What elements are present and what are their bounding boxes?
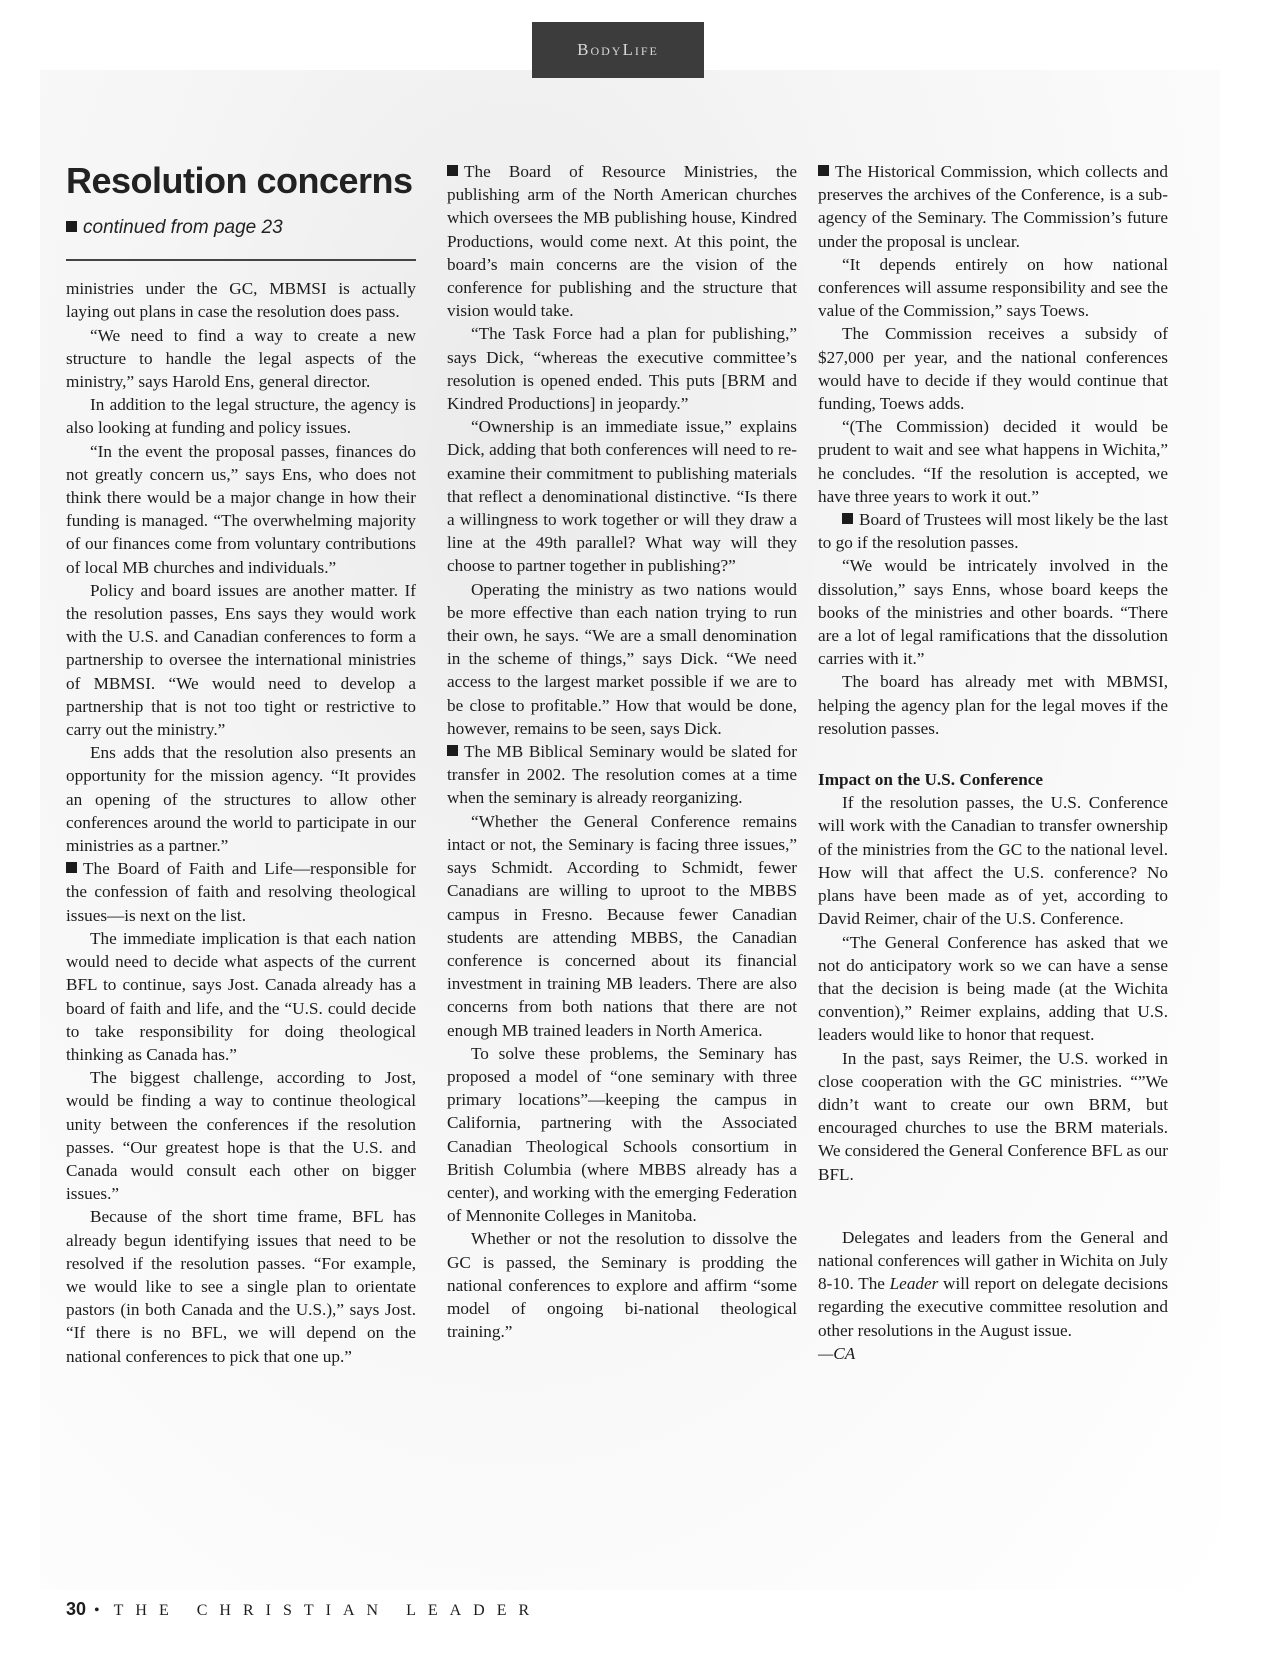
kicker: [66, 216, 416, 239]
paragraph: If the resolution passes, the U.S. Conference will work with the Canadian to transfer ownership of the ministries from the GC to the national level. How will that affect the U.S. conference? No plans have been made as of yet, according to David Reimer, chair of the U.S. Conference.: [818, 793, 1168, 929]
paragraph: The immediate implication is that each nation would need to decide what aspects of the current BFL to continue, says Jost. Canada already has a board of faith and life, and the “U.S. could decide to take responsibility for doing theological thinking as Canada has.”: [66, 928, 416, 1064]
bulleted-paragraph: [447, 160, 797, 322]
paragraph-text: The Historical Commission, which collects and preserves the archives of the Conference, is a sub-agency of the Seminary. The Commission’s future under the proposal is unclear.: [818, 162, 1168, 251]
section-tab: BodyLife: [532, 22, 704, 78]
paragraph: Operating the ministry as two nations would be more effective than each nation trying to run their own, he says. “We are a small denomination in the scheme of things,” says Dick. “We need access to the largest market possible if we are to be close to profitable.” How that would be done, however, remains to be seen, says Dick.: [447, 579, 797, 738]
headline: Resolution concerns: [66, 160, 413, 201]
paragraph: “The Task Force had a plan for publishing,” says Dick, “whereas the executive committee’s resolution is opened ended. This puts [BRM and Kindred Productions] in jeopardy.”: [447, 324, 797, 414]
paragraph-text: Board of Trustees will most likely be the last to go if the resolution passes.: [818, 510, 1168, 553]
square-bullet-icon: [447, 165, 458, 176]
publication-name: Leader: [889, 1274, 939, 1294]
paragraph-text: The Board of Faith and Life—responsible for the confession of faith and resolving theological issues—is next on the list.: [66, 859, 416, 925]
paragraph: “It depends entirely on how national conferences will assume responsibility and see the value of the Commission,” says Toews.: [818, 254, 1168, 321]
square-bullet-icon: [818, 165, 829, 176]
paragraph: “We need to find a way to create a new structure to handle the legal aspects of the ministry,” says Harold Ens, general director.: [66, 325, 416, 392]
bulleted-paragraph: [818, 160, 1168, 253]
byline: [818, 1342, 1168, 1365]
paragraph-text: Delegates and leaders from the General and national conferences will gather in Wichita on July 8-10. The: [818, 1227, 1168, 1294]
publication-title: THE CHRISTIAN LEADER: [113, 1602, 542, 1619]
paragraph: “Ownership is an immediate issue,” explains Dick, adding that both conferences will need to re-examine their commitment to publishing materials that reflect a denominational distinctive. “Is there a willingness to work together or will they draw a line at the 49th parallel? What way will they choose to partner together in publishing?”: [447, 417, 797, 576]
article-column-2: [447, 160, 797, 1343]
paragraph: [818, 1226, 1168, 1342]
square-bullet-icon: [66, 221, 77, 232]
paragraph: “In the event the proposal passes, finances do not greatly concern us,” says Ens, who does not think there would be a major change in how their funding is managed. “The overwhelming majority of our finances come from voluntary contributions of local MB churches and individuals.”: [66, 441, 416, 577]
bulleted-paragraph: [818, 508, 1168, 554]
kicker-text: continued from page 23: [83, 217, 283, 238]
paragraph-text: will report on delegate decisions regarding the executive committee resolution and other resolutions in the August issue.: [818, 1274, 1169, 1340]
paragraph: “We would be intricately involved in the dissolution,” says Enns, whose board keeps the books of the ministries and other boards. “There are a lot of legal ramifications that the dissolution carries with it.”: [818, 556, 1168, 669]
paragraph: The Commission receives a subsidy of $27,000 per year, and the national conferences would have to decide if they would continue that funding, Toews adds.: [818, 324, 1168, 414]
bulleted-paragraph: [447, 740, 797, 810]
paragraph: “Whether the General Conference remains intact or not, the Seminary is facing three issues,” says Schmidt. According to Schmidt, fewer Canadians are willing to uproot to the MBBS campus in Fresno. Because fewer Canadian students are attending MBBS, the Canadian conference is concerned about its financial investment in training MB leaders. There are also concerns from both nations that there are not enough MB trained leaders in North America.: [447, 811, 797, 1040]
paragraph: “(The Commission) decided it would be prudent to wait and see what happens in Wichita,” he concludes. “If the resolution is accepted, we have three years to work it out.”: [818, 417, 1168, 506]
square-bullet-icon: [66, 862, 77, 873]
divider-rule: [66, 259, 416, 261]
paragraph: In the past, says Reimer, the U.S. worked in close cooperation with the GC ministries. “”We didn’t want to create our own BRM, but encouraged churches to use the BRM materials. We considered the General Conference BFL as our BFL.: [818, 1048, 1168, 1184]
byline-text: —CA: [818, 1343, 856, 1363]
article-column-1: [66, 160, 416, 1368]
article-column-3: [818, 160, 1168, 1365]
paragraph: To solve these problems, the Seminary has proposed a model of “one seminary with three primary locations”—keeping the campus in California, partnering with the Associated Canadian Theological Schools consortium in British Columbia (where MBBS already has a center), and working with the emerging Federation of Mennonite Colleges in Manitoba.: [447, 1043, 797, 1226]
square-bullet-icon: [447, 745, 458, 756]
paragraph: The biggest challenge, according to Jost, would be finding a way to continue theological unity between the conferences if the resolution passes. “Our greatest hope is that the U.S. and Canada would consult each other on bigger issues.”: [66, 1068, 416, 1204]
paragraph: Policy and board issues are another matter. If the resolution passes, Ens says they would work with the U.S. and Canadian conferences to form a partnership to oversee the international ministries of MBMSI. “We would need to develop a partnership that is not too tight or restrictive to carry out the ministry.”: [66, 580, 416, 740]
footer-separator: •: [94, 1602, 100, 1619]
square-bullet-icon: [842, 513, 853, 524]
page-number: 30: [66, 1599, 87, 1619]
paragraph: In addition to the legal structure, the agency is also looking at funding and policy issues.: [66, 395, 416, 438]
paragraph-text: The MB Biblical Seminary would be slated for transfer in 2002. The resolution comes at a time when the seminary is already reorganizing.: [447, 742, 797, 808]
paragraph-text: The Board of Resource Ministries, the publishing arm of the North American churches which oversees the MB publishing house, Kindred Productions, would come next. At this point, the board’s main concerns are the vision of the conference for publishing and the structure that vision would take.: [447, 162, 797, 321]
paragraph: “The General Conference has asked that we not do anticipatory work so we can have a sense that the decision is being made (at the Wichita convention),” Reimer explains, adding that U.S. leaders would like to honor that request.: [818, 932, 1168, 1045]
paragraph: Whether or not the resolution to dissolve the GC is passed, the Seminary is prodding the national conferences to explore and affirm “some model of ongoing bi-national theological training.”: [447, 1229, 797, 1342]
paragraph: Because of the short time frame, BFL has already begun identifying issues that need to be resolved if the resolution passes. “For example, we would like to see a single plan to orientate pastors (in both Canada and the U.S.),” says Jost. “If there is no BFL, we will depend on the national conferences to pick that one up.”: [66, 1207, 416, 1366]
paragraph: ministries under the GC, MBMSI is actually laying out plans in case the resolution does pass.: [66, 279, 416, 322]
paragraph: The board has already met with MBMSI, helping the agency plan for the legal moves if the resolution passes.: [818, 672, 1168, 738]
subheading: Impact on the U.S. Conference: [818, 770, 1044, 790]
bulleted-paragraph: [66, 857, 416, 927]
paragraph: Ens adds that the resolution also presents an opportunity for the mission agency. “It provides an opening of the structures to allow other conferences around the world to participate in our ministries as a partner.”: [66, 743, 416, 856]
page-footer: [66, 1599, 541, 1620]
